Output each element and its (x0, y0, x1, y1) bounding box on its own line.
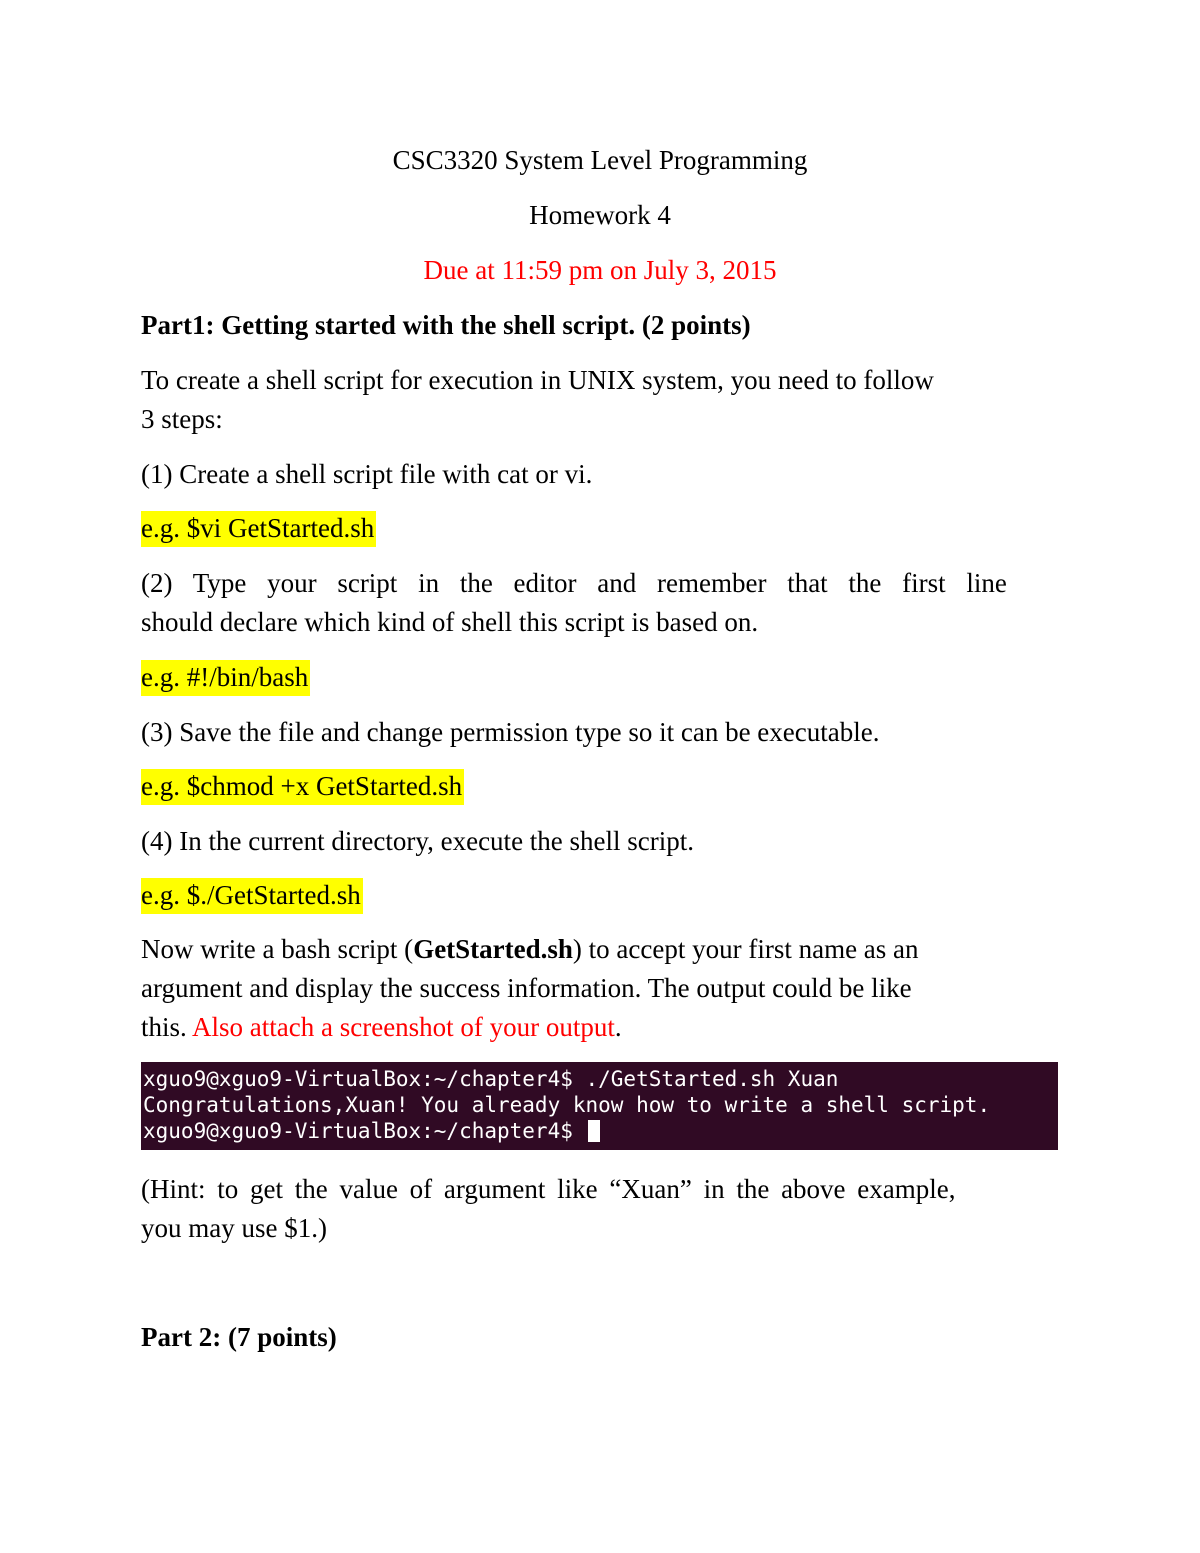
cursor-icon (588, 1120, 600, 1142)
step-2-example (141, 661, 310, 693)
task-line-1 (141, 933, 919, 965)
step-1-example (141, 512, 376, 544)
step-2-line-1: (2) Type your script in the editor and remember that the first line (141, 568, 1007, 598)
step-4: (4) In the current directory, execute the shell script. (141, 826, 695, 856)
hint-line-1: (Hint: to get the value of argument like “Xuan” in the above example, (141, 1174, 956, 1204)
step-2-line-2: should declare which kind of shell this script is based on. (141, 607, 759, 637)
script-name: GetStarted.sh (413, 934, 573, 964)
task-line-3-post: . (614, 1012, 622, 1042)
task-line-2: argument and display the success information. The output could be like (141, 973, 912, 1003)
terminal-line-3 (141, 1118, 1058, 1144)
terminal-line-2: Congratulations,Xuan! You already know how to write a shell script. (143, 1093, 991, 1117)
step-4-example (141, 879, 363, 911)
homework-title: Homework 4 (529, 200, 671, 230)
screenshot-requirement: Also attach a screenshot of your output (192, 1012, 615, 1042)
task-line-1-post: ) to accept your first name as an (572, 934, 919, 964)
step-2-example-text: e.g. #!/bin/bash (141, 660, 310, 696)
task-line-3 (141, 1011, 622, 1043)
course-title: CSC3320 System Level Programming (392, 145, 808, 175)
step-1: (1) Create a shell script file with cat or vi. (141, 459, 593, 489)
step-1-example-text: e.g. $vi GetStarted.sh (141, 511, 376, 547)
terminal-screenshot (141, 1062, 1058, 1150)
step-3: (3) Save the file and change permission type so it can be executable. (141, 717, 880, 747)
task-line-3-pre: this. (141, 1012, 193, 1042)
step-4-example-text: e.g. $./GetStarted.sh (141, 878, 363, 914)
task-line-1-pre: Now write a bash script ( (141, 934, 414, 964)
intro-line-1-text: To create a shell script for execution in UNIX system, you need to follow (141, 365, 934, 395)
terminal-line-1: xguo9@xguo9-VirtualBox:~/chapter4$ ./GetStarted.sh Xuan (143, 1067, 839, 1091)
intro-line-1 (141, 364, 1058, 396)
step-3-example-text: e.g. $chmod +x GetStarted.sh (141, 769, 464, 805)
due-date: Due at 11:59 pm on July 3, 2015 (423, 255, 777, 285)
step-3-example (141, 770, 464, 802)
part2-heading: Part 2: (7 points) (141, 1322, 337, 1352)
hint-line-2: you may use $1.) (141, 1213, 327, 1243)
intro-line-2: 3 steps: (141, 404, 223, 434)
terminal-prompt: xguo9@xguo9-VirtualBox:~/chapter4$ (143, 1119, 586, 1143)
part1-heading: Part1: Getting started with the shell script. (2 points) (141, 310, 751, 340)
